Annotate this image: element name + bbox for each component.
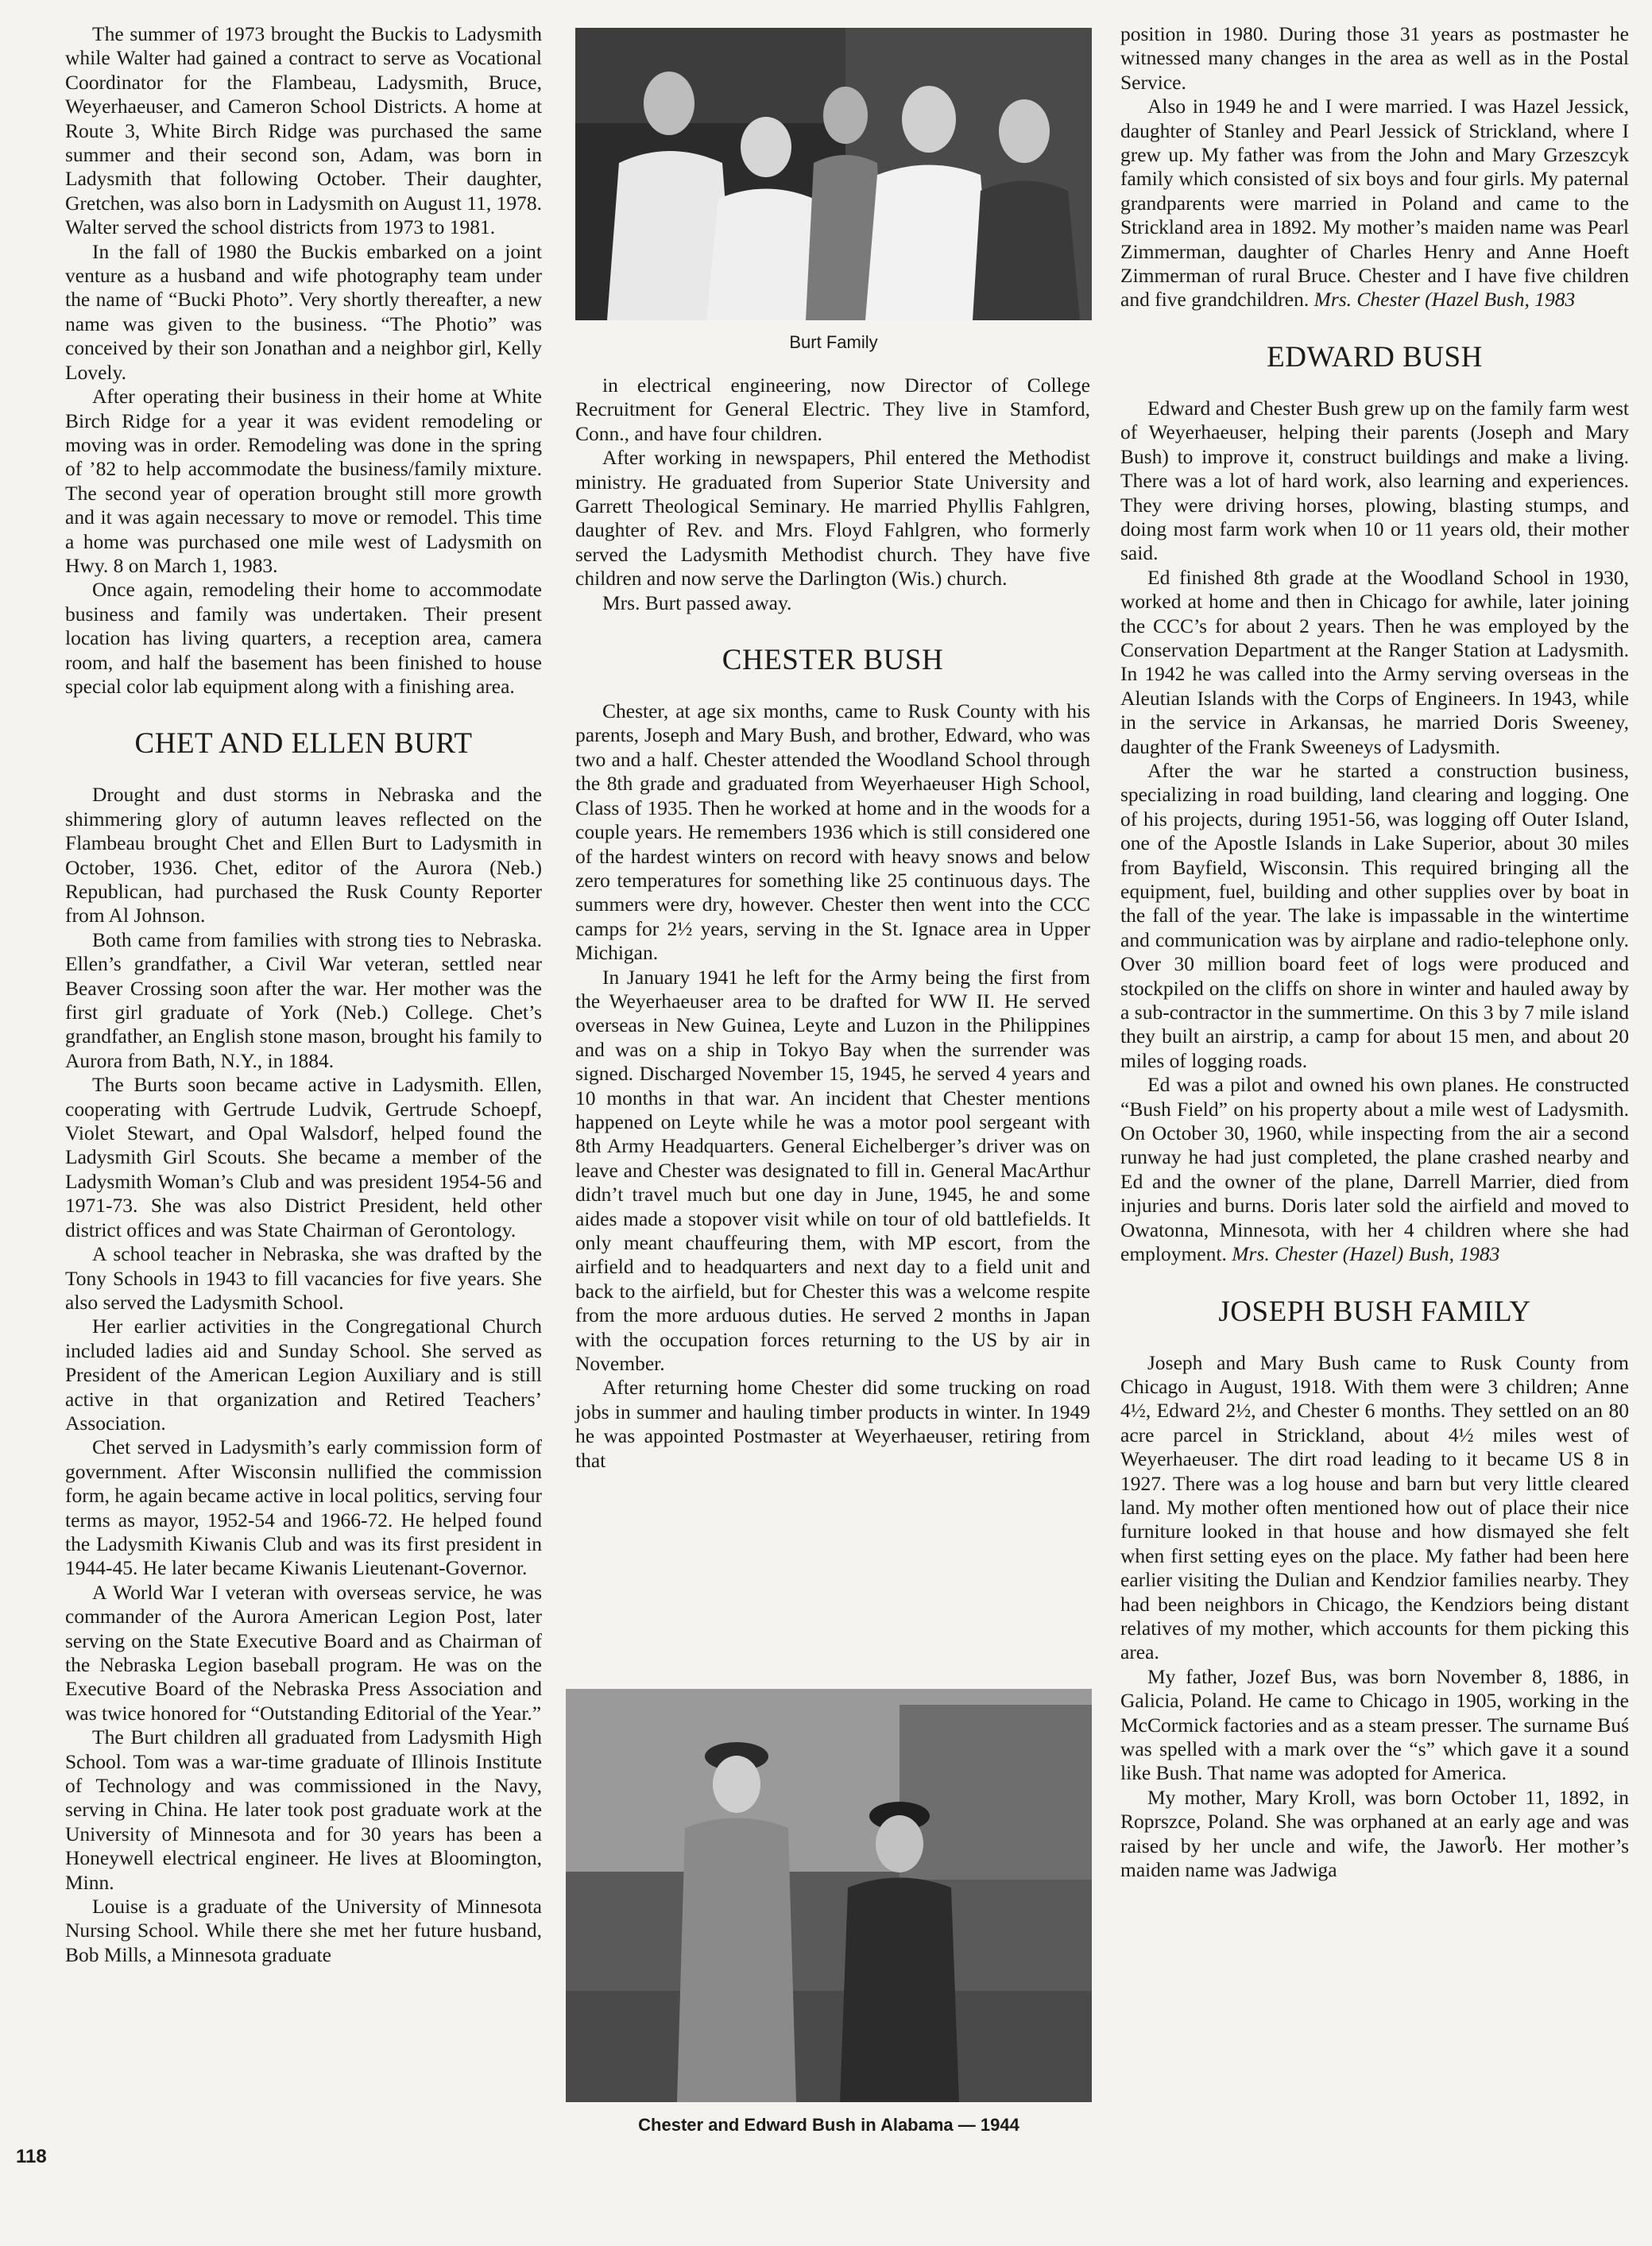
section-heading-chester-bush: CHESTER BUSH bbox=[722, 644, 944, 677]
paragraph: My father, Jozef Bus, was born November 8, 1886, in Galicia, Poland. He came to Chicago in 1905, working in the McCormick factories and as a steam presser. The surname Buś was spelled with a mark over the “s” which gave it a sound like Bush. That name was adopted for America. bbox=[1120, 1664, 1629, 1785]
paragraph bbox=[1120, 1073, 1629, 1266]
paragraph: Mrs. Burt passed away. bbox=[602, 591, 792, 614]
signature: Mrs. Chester (Hazel) Bush, 1983 bbox=[1232, 1242, 1500, 1266]
paragraph: Her earlier activities in the Congregational Church included ladies aid and Sunday School. She served as President of the American Legion Auxiliary and is still active in that organization and Retired Teachers’ Association. bbox=[65, 1315, 542, 1435]
burt-family-photo bbox=[575, 28, 1092, 320]
paragraph-text: Also in 1949 he and I were married. I was Hazel Jessick, daughter of Stanley and Pearl Jessick of Strickland, where I grew up. My father was from the John and Mary Grzeszcyk family which consisted of six boys and four girls. My paternal grandparents were married in Poland and came to the Strickland area in 1892. My mother’s maiden name was Pearl Zimmerman, daughter of Charles Henry and Anne Hoeft Zimmerman of rural Bruce. Chester and I have five children and five grandchildren. bbox=[1120, 95, 1629, 312]
paragraph: Drought and dust storms in Nebraska and the shimmering glory of autumn leaves reflected on the Flambeau brought Chet and Ellen Burt to Ladysmith in October, 1936. Chet, editor of the Aurora (Neb.) Republican, had purchased the Rusk County Reporter from Al Johnson. bbox=[65, 783, 542, 927]
paragraph-text: Ed was a pilot and owned his own planes. He constructed “Bush Field” on his property about a mile west of Ladysmith. On October 30, 1960, while inspecting from the air a second runway he had just completed, the plane crashed nearby and Ed and the owner of the plane, Darrell Marrier, died from injuries and burns. Doris later sold the airfield and moved to Owatonna, Minnesota, with her 4 children where she had employment. bbox=[1120, 1073, 1629, 1266]
section-heading-joseph-bush-family: JOSEPH BUSH FAMILY bbox=[1218, 1295, 1531, 1328]
paragraph: In January 1941 he left for the Army being the first from the Weyerhaeuser area to be drafted for WW II. He served overseas in New Guinea, Leyte and Luzon in the Philippines and was on a ship in Tokyo Bay when the surrender was signed. Discharged November 15, 1945, he served 4 years and 10 months in that war. An incident that Chester mentions happened on Leyte while he was a motor pool sergeant with 8th Army Headquarters. General Eichelberger’s driver was on leave and Chester was designated to fill in. General MacArthur didn’t travel much but one day in June, 1945, he and some aides made a stopover visit while on tour of old battlefields. It only meant chauffeuring them, with MP escort, from the airfield and to headquarters and next day to a field unit and back to the airfield, but for Chester this was a welcome respite from the more arduous duties. He served 2 months in Japan with the occupation forces returning to the US by air in November. bbox=[575, 965, 1090, 1376]
paragraph: After working in newspapers, Phil entered the Methodist ministry. He graduated from Superior State University and Garrett Theological Seminary. He married Phyllis Fahlgren, daughter of Rev. and Mrs. Floyd Fahlgren, who formerly served the Ladysmith Methodist church. They have five children and now serve the Darlington (Wis.) church. bbox=[575, 446, 1090, 591]
column-middle bbox=[575, 374, 1090, 1473]
signature: Mrs. Chester (Hazel Bush, 1983 bbox=[1313, 288, 1576, 312]
paragraph: Once again, remodeling their home to accommodate business and family was undertaken. Their present location has living quarters, a reception area, camera room, and half the basement has been finished to house special color lab equipment along with a finishing area. bbox=[65, 578, 542, 698]
chester-edward-bush-caption: Chester and Edward Bush in Alabama — 1944 bbox=[638, 2115, 1019, 2135]
burt-family-caption: Burt Family bbox=[789, 332, 878, 352]
paragraph: After operating their business in their home at White Birch Ridge for a year it was evident remodeling or moving was in order. Remodeling was done in the spring of ’82 to help accommodate the business/family mixture. The second year of operation brought still more growth and it was again necessary to move or remodel. This time a home was purchased one mile west of Ladysmith on Hwy. 8 on March 1, 1983. bbox=[65, 385, 542, 577]
paragraph: After the war he started a construction business, specializing in road building, land clearing and logging. One of his projects, during 1951-56, was logging off Outer Island, one of the Apostle Islands in Lake Superior, about 30 miles from Bayfield, Wisconsin. This required bringing all the equipment, fuel, building and other supplies over by boat in the fall of the year. The lake is impassable in the wintertime and communication was by airplane and radio-telephone only. Over 30 million board feet of logs were produced and stockpiled on the cliffs on shore in winter and hauled away by a sub-contractor in the summertime. On this 3 by 7 mile island they built an airstrip, a camp for about 15 men, and about 20 miles of logging roads. bbox=[1120, 758, 1629, 1072]
paragraph: position in 1980. During those 31 years as postmaster he witnessed many changes in the area as well as in the Postal Service. bbox=[1120, 22, 1629, 94]
paragraph: Chester, at age six months, came to Rusk County with his parents, Joseph and Mary Bush, and brother, Edward, who was two and a half. Chester attended the Woodland School through the 8th grade and graduated from Weyerhaeuser High School, Class of 1935. Then he worked at home and in the woods for a couple years. He remembers 1936 which is still considered one of the hardest winters on record with heavy snows and below zero temperatures for something like 25 continuous days. The summers were dry, however. Chester then went into the CCC camps for 2½ years, serving in the St. Ignace area in Upper Michigan. bbox=[575, 699, 1090, 965]
paragraph: The summer of 1973 brought the Buckis to Ladysmith while Walter had gained a contract to serve as Vocational Coordinator for the Flambeau, Ladysmith, Bruce, Weyerhaeuser, and Cameron School Districts. A home at Route 3, White Birch Ridge was purchased the same summer and their second son, Adam, was born in Ladysmith that following October. Their daughter, Gretchen, was also born in Ladysmith on August 11, 1978. Walter served the school districts from 1973 to 1981. bbox=[65, 22, 542, 239]
section-heading-edward-bush: EDWARD BUSH bbox=[1267, 340, 1483, 374]
paragraph: The Burt children all graduated from Ladysmith High School. Tom was a war-time graduate of Illinois Institute of Technology and was commissioned in the Navy, serving in China. He later took post graduate work at the University of Minnesota and for 30 years has been a Honeywell electrical engineer. He lives at Bloomington, Minn. bbox=[65, 1725, 542, 1894]
paragraph: After returning home Chester did some trucking on road jobs in summer and hauling timber products in winter. In 1949 he was appointed Postmaster at Weyerhaeuser, retiring from that bbox=[575, 1376, 1090, 1472]
column-left bbox=[65, 22, 542, 1967]
paragraph: Ed finished 8th grade at the Woodland School in 1930, worked at home and then in Chicago for awhile, later joining the CCC’s for about 2 years. Then he was employed by the Conservation Department at the Ranger Station at Ladysmith. In 1942 he was called into the Army serving overseas in the Aleutian Islands with the Corps of Engineers. In 1943, while in the service in Arkansas, he married Doris Sweeney, daughter of the Frank Sweeneys of Ladysmith. bbox=[1120, 565, 1629, 758]
paragraph: The Burts soon became active in Ladysmith. Ellen, cooperating with Gertrude Ludvik, Gertrude Schoepf, Violet Stewart, and Opal Walsdorf, helped found the Ladysmith Girl Scouts. She became a member of the Ladysmith Woman’s Club and was president 1954-56 and 1971-73. She was also District President, held other district offices and was State Chairman of Gerontology. bbox=[65, 1073, 542, 1241]
column-right bbox=[1120, 22, 1629, 1882]
paragraph: A school teacher in Nebraska, she was drafted by the Tony Schools in 1943 to fill vacancies for five years. She also served the Ladysmith School. bbox=[65, 1242, 542, 1314]
paragraph: A World War I veteran with overseas service, he was commander of the Aurora American Legion Post, later serving on the State Executive Board and as Chairman of the Nebraska Legion baseball program. He was on the Executive Board of the Nebraska Press Association and was twice honored for “Outstanding Editorial of the Year.” bbox=[65, 1580, 542, 1725]
chester-edward-bush-photo bbox=[566, 1689, 1092, 2102]
paragraph: in electrical engineering, now Director of College Recruitment for General Electric. They live in Stamford, Conn., and have four children. bbox=[575, 374, 1090, 445]
paragraph: In the fall of 1980 the Buckis embarked on a joint venture as a husband and wife photography team under the name of “Bucki Photo”. Very shortly thereafter, a new name was given to the business. “The Photio” was conceived by their son Jonathan and a neighbor girl, Kelly Lovely. bbox=[65, 239, 542, 384]
paragraph: Joseph and Mary Bush came to Rusk County from Chicago in August, 1918. With them were 3 children; Anne 4½, Edward 2½, and Chester 6 months. They settled on an 80 acre parcel in Strickland, about 4½ miles west of Weyerhaeuser. The dirt road leading to it became US 8 in 1927. There was a log house and barn but very little cleared land. My mother often mentioned how out of place their nice furniture looked in that house and how dismayed she felt when first setting eyes on the place. My father had been here earlier visiting the Dulian and Kendzior families nearby. They had been neighbors in Chicago, the Kendziors being distant relatives of my mother, which accounts for them picking this area. bbox=[1120, 1350, 1629, 1664]
paragraph: Both came from families with strong ties to Nebraska. Ellen’s grandfather, a Civil War veteran, settled near Beaver Crossing soon after the war. Her mother was the first girl graduate of York (Neb.) College. Chet’s grandfather, an English stone mason, brought his family to Aurora from Bath, N.Y., in 1884. bbox=[65, 927, 542, 1072]
paragraph: Edward and Chester Bush grew up on the family farm west of Weyerhaeuser, helping their parents (Joseph and Mary Bush) to improve it, construct buildings and make a living. There was a lot of hard work, also learning and experiences. They were driving horses, plowing, blasting stumps, and doing most farm work when 10 or 11 years old, their mother said. bbox=[1120, 396, 1629, 565]
page-number: 118 bbox=[16, 2146, 47, 2167]
section-heading-burt: CHET AND ELLEN BURT bbox=[134, 727, 473, 761]
paragraph: Chet served in Ladysmith’s early commission form of government. After Wisconsin nullified the commission form, he again became active in local politics, serving four terms as mayor, 1952-54 and 1966-72. He helped found the Ladysmith Kiwanis Club and was its first president in 1944-45. He later became Kiwanis Lieutenant-Governor. bbox=[65, 1435, 542, 1580]
paragraph: My mother, Mary Kroll, was born October 11, 1892, in Roprszce, Poland. She was orphaned at an early age and was raised by her uncle and wife, the Jaworს. Her mother’s maiden name was Jadwiga bbox=[1120, 1785, 1629, 1882]
paragraph bbox=[1120, 95, 1629, 312]
paragraph: Louise is a graduate of the University of Minnesota Nursing School. While there she met her future husband, Bob Mills, a Minnesota graduate bbox=[65, 1895, 542, 1966]
